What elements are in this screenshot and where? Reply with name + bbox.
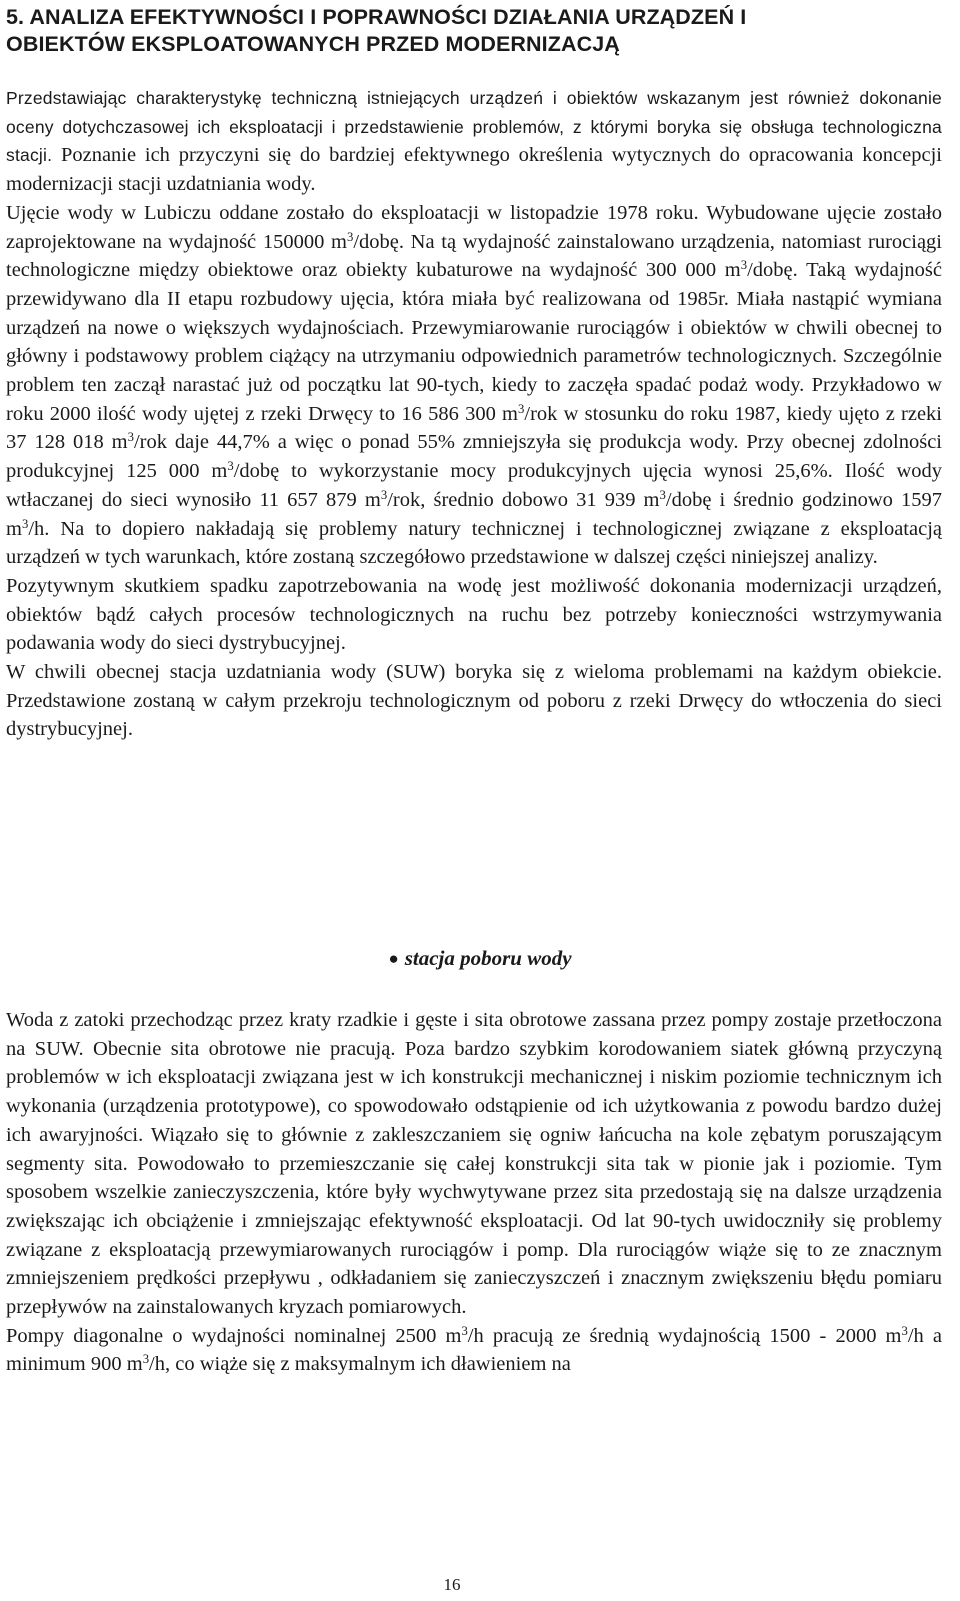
- superscript: 3: [127, 430, 134, 445]
- body-text-lower: [6, 1006, 942, 1379]
- superscript: 3: [518, 401, 525, 416]
- bullet-icon: ●: [388, 949, 399, 968]
- text-run: /dobę to wykorzystanie mocy produkcyjnych ujęcia wynosi 25,6%. Ilość wody wtłaczanej do sieci wynosiło 11 657 879 m: [6, 460, 942, 511]
- paragraph-intro: [6, 84, 942, 199]
- text-run: /h pracują ze średnią wydajnością 1500 - 2000 m: [467, 1324, 902, 1347]
- paragraph-positive-effect: Pozytywnym skutkiem spadku zapotrzebowania na wodę jest możliwość dokonania modernizacji urządzeń, obiektów bądź całych procesów technologicznych na ruchu bez potrzeby konieczności wstrzymywania podawania wody do sieci dystrybucyjnej.: [6, 574, 942, 655]
- superscript: 3: [659, 487, 666, 502]
- superscript: 3: [21, 516, 29, 531]
- intro-serif-text: Poznanie ich przyczyni się do bardziej efektywnego określenia wytycznych do opracowania koncepcji modernizacji stacji uzdatniania wody.: [6, 144, 942, 196]
- text-run: /h a minimum 900 m: [6, 1324, 943, 1376]
- section-heading-line-2: OBIEKTÓW EKSPLOATOWANYCH PRZED MODERNIZACJĄ: [6, 32, 620, 56]
- paragraph-history: [6, 199, 942, 572]
- body-text-upper: [6, 84, 942, 744]
- superscript: 3: [461, 1323, 468, 1338]
- superscript: 3: [346, 229, 354, 244]
- superscript: 3: [740, 258, 748, 273]
- paragraph-current-state: W chwili obecnej stacja uzdatniania wody (SUW) boryka się z wieloma problemami na każdym obiekcie. Przedstawione zostaną w całym przekroju technologicznym od poboru z rzeki Drwęcy do wtłoczenia do sieci dystrybucyjnej.: [6, 661, 942, 741]
- superscript: 3: [901, 1323, 908, 1338]
- text-run: /h, co wiąże się z maksymalnym ich dławieniem na: [149, 1353, 571, 1376]
- section-heading-line-1: 5. ANALIZA EFEKTYWNOŚCI I POPRAWNOŚCI DZIAŁANIA URZĄDZEŃ I: [6, 5, 747, 29]
- superscript: 3: [227, 459, 234, 474]
- paragraph-pumps: [6, 1322, 942, 1379]
- text-run: /dobę. Taką wydajność przewidywano dla II etapu rozbudowy ujęcia, która miała być realizowana od 1985r. Miała nastąpić wymiana urządzeń na nowe o większych wydajnościach. Przewymiarowanie rurociągów i obiektów w chwili obecnej to główny i podstawowy problem ciążący na utrzymaniu odpowiednich parametrów technologicznych. Szczególnie problem ten zaczął narastać już od początku lat 90-tych, kiedy to zaczęła spadać podaż wody. Przykładowo w roku 2000 ilość wody ujętej z rzeki Drwęcy to 16 586 300 m: [6, 259, 943, 425]
- text-run: /rok, średnio dobowo 31 939 m: [387, 488, 660, 511]
- text-run: /dobę i średnio godzinowo 1597 m: [6, 488, 943, 540]
- text-run: /dobę. Na tą wydajność zainstalowano urządzenia, natomiast rurociągi technologiczne między obiektowe oraz obiekty kubaturowe na wydajność 300 000 m: [6, 230, 942, 282]
- text-run: Pompy diagonalne o wydajności nominalnej 2500 m: [6, 1324, 462, 1347]
- text-run: /rok daje 44,7% a więc o ponad 55% zmniejszyła się produkcja wody. Przy obecnej zdolności produkcyjnej 125 000 m: [6, 431, 942, 483]
- intro-sans-text: Przedstawiając charakterystykę techniczną istniejących urządzeń i obiektów wskazanym jest również dokonanie oceny dotychczasowej ich eksploatacji i przedstawienie problemów, z którymi boryka się obsługa technologiczna stacji.: [6, 88, 942, 166]
- subsection-heading: [0, 944, 960, 973]
- section-heading: [6, 4, 946, 58]
- subsection-heading-text: stacja poboru wody: [404, 946, 572, 970]
- text-run: /h. Na to dopiero nakładają się problemy natury technicznej i technologicznej związane z eksploatacją urządzeń w tych warunkach, które zostaną szczegółowo przedstawione w dalszej części niniejszej analizy.: [6, 517, 942, 569]
- page-number: 16: [443, 1575, 461, 1594]
- paragraph-intake-station: Woda z zatoki przechodząc przez kraty rzadkie i gęste i sita obrotowe zassana przez pompy zostaje przetłoczona na SUW. Obecnie sita obrotowe nie pracują. Poza bardzo szybkim korodowaniem siatek główną przyczyną problemów w ich eksploatacji związana jest w ich konstrukcji mechanicznej i niskim poziomie technicznym ich wykonania (urządzenia prototypowe), co spowodowało odstąpienie od ich użytkowania z powodu bardzo dużej ich awaryjności. Wiązało się to głównie z zakleszczaniem się ogniw łańcucha na kole zębatym poruszającym segmenty sita. Powodowało to przemieszczanie się całej konstrukcji sita tak w pionie jak i poziomie. Tym sposobem wszelkie zanieczyszczenia, które były wychwytywane przez sita przedostają się na dalsze urządzenia zwiększając ich obciążenie i zmniejszając efektywność eksploatacji. Od lat 90-tych uwidoczniły się problemy związane z eksploatacją przewymiarowanych rurociągów i pomp. Dla rurociągów wiąże się to ze znacznym zmniejszeniem prędkości przepływu , odkładaniem się zanieczyszczeń i znacznym zwiększeniu błędu pomiaru przepływów na zainstalowanych kryzach pomiarowych.: [6, 1009, 942, 1319]
- text-run: /rok w stosunku do roku 1987, kiedy ujęto z rzeki 37 128 018 m: [6, 402, 942, 454]
- superscript: 3: [380, 487, 388, 502]
- text-run: Ujęcie wody w Lubiczu oddane zostało do eksploatacji w listopadzie 1978 roku. Wybudowane ujęcie zostało zaprojektowane na wydajność 150000 m: [6, 201, 942, 253]
- superscript: 3: [142, 1352, 150, 1367]
